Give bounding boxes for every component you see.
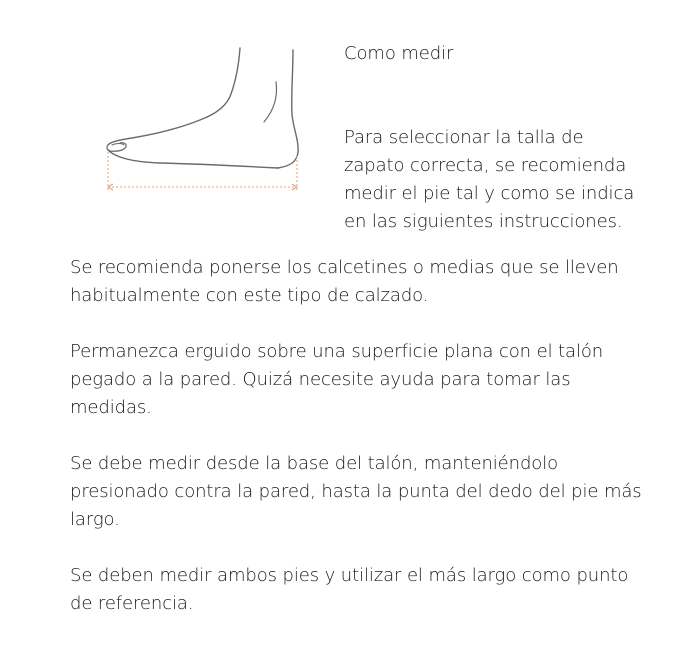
instruction-paragraph: Permanezca erguido sobre una superficie plana con el talón pegado a la pared. Quizá necesite ayuda para tomar las medidas.: [70, 341, 604, 418]
leg-back-line: [278, 50, 298, 168]
instructions-block: [70, 254, 645, 618]
sole-line: [108, 150, 278, 168]
foot-measurement-figure: [100, 44, 310, 200]
instruction-paragraph: Se debe medir desde la base del talón, manteniéndolo presionado contra la pared, hasta la punta del dedo del pie más largo.: [70, 453, 642, 530]
intro-paragraph: Para seleccionar la talla de zapato correcta, se recomienda medir el pie tal y como se indica en las siguientes instrucciones.: [344, 127, 635, 232]
intro-block: [344, 40, 644, 236]
instruction-paragraph: Se deben medir ambos pies y utilizar el más largo como punto de referencia.: [70, 565, 629, 614]
section-title: Como medir: [344, 43, 454, 64]
ankle-line: [264, 82, 277, 122]
foot-measurement-icon: [100, 44, 310, 200]
instruction-paragraph: Se recomienda ponerse los calcetines o medias que se lleven habitualmente con este tipo de calzado.: [70, 257, 619, 306]
leg-front-line: [108, 48, 240, 145]
toe-nail: [112, 144, 124, 146]
